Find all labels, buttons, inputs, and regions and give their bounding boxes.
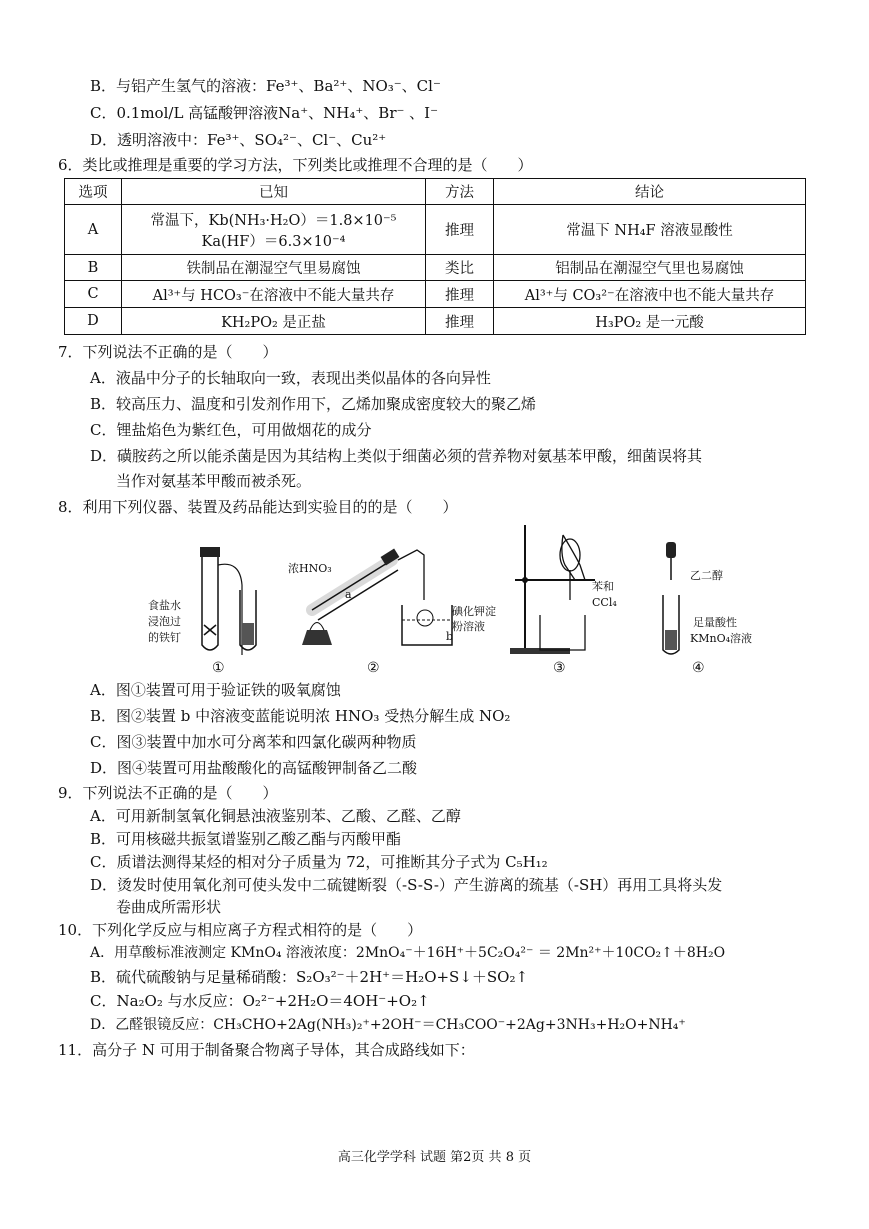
cell-method: 类比: [426, 255, 494, 281]
cell-conclusion: Al³⁺与 CO₃²⁻在溶液中也不能大量共存: [494, 281, 806, 308]
q10-stem: 10．下列化学反应与相应离子方程式相符的是（ ）: [58, 921, 423, 939]
table-header-row: [65, 179, 806, 205]
cell-conclusion: 铝制品在潮湿空气里也易腐蚀: [494, 255, 806, 281]
q9-option-d-cont: 卷曲成所需形状: [116, 898, 222, 916]
fig1-label-line3: 的铁钉: [148, 631, 181, 644]
q7-option-c: C．锂盐焰色为紫红色，可用做烟花的成分: [90, 421, 372, 439]
fig2-label-ki-1: 碘化钾淀: [452, 605, 496, 618]
q9-option-a: A．可用新制氢氧化铜悬浊液鉴别苯、乙酸、乙醛、乙醇: [90, 807, 461, 825]
header-cell: 方法: [426, 179, 494, 205]
q5-option-c: C．0.1mol/L 高锰酸钾溶液Na⁺、NH₄⁺、Br⁻ 、I⁻: [90, 104, 439, 122]
q9-option-b: B．可用核磁共振氢谱鉴别乙酸乙酯与丙酸甲酯: [90, 830, 402, 848]
fig2-label-hno3: 浓HNO₃: [288, 562, 332, 575]
cell-conclusion: H₃PO₂ 是一元酸: [494, 308, 806, 335]
cell-conclusion: 常温下 NH₄F 溶液显酸性: [494, 205, 806, 255]
fig2-label-b: b: [446, 630, 454, 643]
q8-option-b: B．图②装置 b 中溶液变蓝能说明浓 HNO₃ 受热分解生成 NO₂: [90, 707, 511, 725]
q8-option-d: D．图④装置可用盐酸酸化的高锰酸钾制备乙二酸: [90, 759, 418, 777]
caption-2: ②: [367, 660, 380, 676]
cell-method: 推理: [426, 308, 494, 335]
q9-option-c: C．质谱法测得某烃的相对分子质量为 72，可推断其分子式为 C₅H₁₂: [90, 853, 548, 871]
header-cell: 结论: [494, 179, 806, 205]
known-line: Ka(HF）＝6.3×10⁻⁴: [201, 233, 346, 250]
q6-stem: 6．类比或推理是重要的学习方法，下列类比或推理不合理的是（ ）: [58, 156, 533, 174]
fig2-label-ki-2: 粉溶液: [452, 620, 485, 633]
cell-option: D: [65, 308, 122, 335]
figure-2-heating-apparatus: [292, 540, 462, 660]
q5-option-b: B．与铝产生氢气的溶液：Fe³⁺、Ba²⁺、NO₃⁻、Cl⁻: [90, 77, 441, 95]
fig3-label-ccl4: CCl₄: [592, 596, 617, 609]
table-row: [65, 308, 806, 335]
caption-4: ④: [692, 660, 705, 676]
header-cell: 已知: [122, 179, 426, 205]
cell-option: B: [65, 255, 122, 281]
q9-option-d: D．烫发时使用氧化剂可使头发中二硫键断裂（-S-S-）产生游离的巯基（-SH）再用工具将头发: [90, 876, 723, 894]
q8-stem: 8．利用下列仪器、装置及药品能达到实验目的的是（ ）: [58, 498, 458, 516]
q11-stem: 11．高分子 N 可用于制备聚合物离子导体，其合成路线如下：: [58, 1041, 475, 1059]
known-line: 常温下，Kb(NH₃·H₂O）＝1.8×10⁻⁵: [150, 212, 397, 229]
fig2-label-a: a: [345, 588, 352, 601]
q9-stem: 9．下列说法不正确的是（ ）: [58, 784, 278, 802]
table-row: [65, 205, 806, 255]
q7-option-d: D．磺胺药之所以能杀菌是因为其结构上类似于细菌必须的营养物对氨基苯甲酸，细菌误将其: [90, 447, 703, 465]
fig4-label-glycol: 乙二醇: [690, 569, 723, 582]
cell-option: A: [65, 205, 122, 255]
page-footer: 高三化学学科 试题 第2页 共 8 页: [337, 1150, 532, 1165]
q7-option-d-cont: 当作对氨基苯甲酸而被杀死。: [116, 472, 312, 490]
table-row: [65, 281, 806, 308]
q10-option-b: B．硫代硫酸钠与足量稀硝酸：S₂O₃²⁻＋2H⁺＝H₂O+S↓＋SO₂↑: [90, 968, 529, 986]
fig4-label-kmno4: KMnO₄溶液: [690, 632, 752, 645]
cell-method: 推理: [426, 205, 494, 255]
q8-option-a: A．图①装置可用于验证铁的吸氧腐蚀: [90, 681, 341, 699]
q5-option-d: D．透明溶液中：Fe³⁺、SO₄²⁻、Cl⁻、Cu²⁺: [90, 131, 387, 149]
q7-option-b: B．较高压力、温度和引发剂作用下，乙烯加聚成密度较大的聚乙烯: [90, 395, 537, 413]
q10-option-d: D．乙醛银镜反应：CH₃CHO+2Ag(NH₃)₂⁺+2OH⁻＝CH₃COO⁻+2Ag+3NH₃+H₂O+NH₄⁺: [90, 1017, 686, 1033]
q10-option-c: C．Na₂O₂ 与水反应：O₂²⁻+2H₂O＝4OH⁻+O₂↑: [90, 992, 430, 1010]
cell-known: [122, 205, 426, 255]
cell-known: 铁制品在潮湿空气里易腐蚀: [122, 255, 426, 281]
fig1-label-line2: 浸泡过: [148, 615, 181, 628]
cell-known: KH₂PO₂ 是正盐: [122, 308, 426, 335]
table-row: [65, 255, 806, 281]
cell-method: 推理: [426, 281, 494, 308]
fig1-label-line1: 食盐水: [148, 599, 181, 612]
figure-1-test-tubes: [190, 545, 270, 660]
header-cell: 选项: [65, 179, 122, 205]
fig3-label-benzene: 苯和: [592, 580, 614, 593]
figure-4-test-tube: [658, 540, 688, 660]
fig4-label-excess: 足量酸性: [693, 616, 737, 629]
q7-stem: 7．下列说法不正确的是（ ）: [58, 343, 278, 361]
q10-option-a: A．用草酸标准液测定 KMnO₄ 溶液浓度：2MnO₄⁻＋16H⁺＋5C₂O₄²⁻ ＝ 2Mn²⁺＋10CO₂↑＋8H₂O: [90, 945, 726, 961]
cell-known: Al³⁺与 HCO₃⁻在溶液中不能大量共存: [122, 281, 426, 308]
q7-option-a: A．液晶中分子的长轴取向一致，表现出类似晶体的各向异性: [90, 369, 491, 387]
q6-table: [64, 178, 806, 335]
caption-1: ①: [212, 660, 225, 676]
caption-3: ③: [553, 660, 566, 676]
q8-option-c: C．图③装置中加水可分离苯和四氯化碳两种物质: [90, 733, 417, 751]
cell-option: C: [65, 281, 122, 308]
